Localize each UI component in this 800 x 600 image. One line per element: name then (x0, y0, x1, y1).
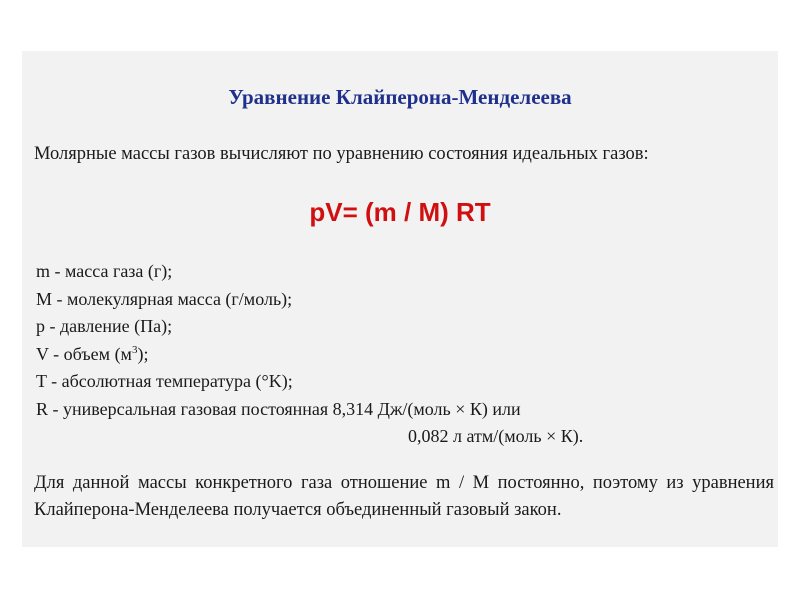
variable-p: р - давление (Па); (36, 316, 173, 336)
variable-T: T - абсолютная температура (°K); (36, 371, 293, 391)
variable-m: m - масса газа (г); (36, 261, 173, 281)
intro-text: Молярные массы газов вычисляют по уравнению состояния идеальных газов: (34, 144, 649, 164)
variable-V-text: V - объем (м (36, 343, 132, 364)
slide (22, 51, 778, 547)
variable-V-end: ); (137, 343, 149, 364)
variable-list (36, 258, 583, 451)
conclusion-text: Для данной массы конкретного газа отношение m / M постоянно, поэтому из уравнения Клайперона-Менделеева получается объединенный газовый закон. (34, 473, 774, 520)
formula: pV= (m / M) RT (309, 197, 491, 227)
variable-R-alt: 0,082 л атм/(моль × К). (408, 426, 584, 446)
variable-V-exponent: 3 (131, 343, 138, 356)
slide-title: Уравнение Клайперона-Менделеева (228, 85, 572, 109)
variable-M: M - молекулярная масса (г/моль); (36, 288, 293, 309)
variable-R: R - универсальная газовая постоянная 8,314 Дж/(моль × К) или (36, 398, 521, 419)
variable-V (36, 341, 583, 369)
